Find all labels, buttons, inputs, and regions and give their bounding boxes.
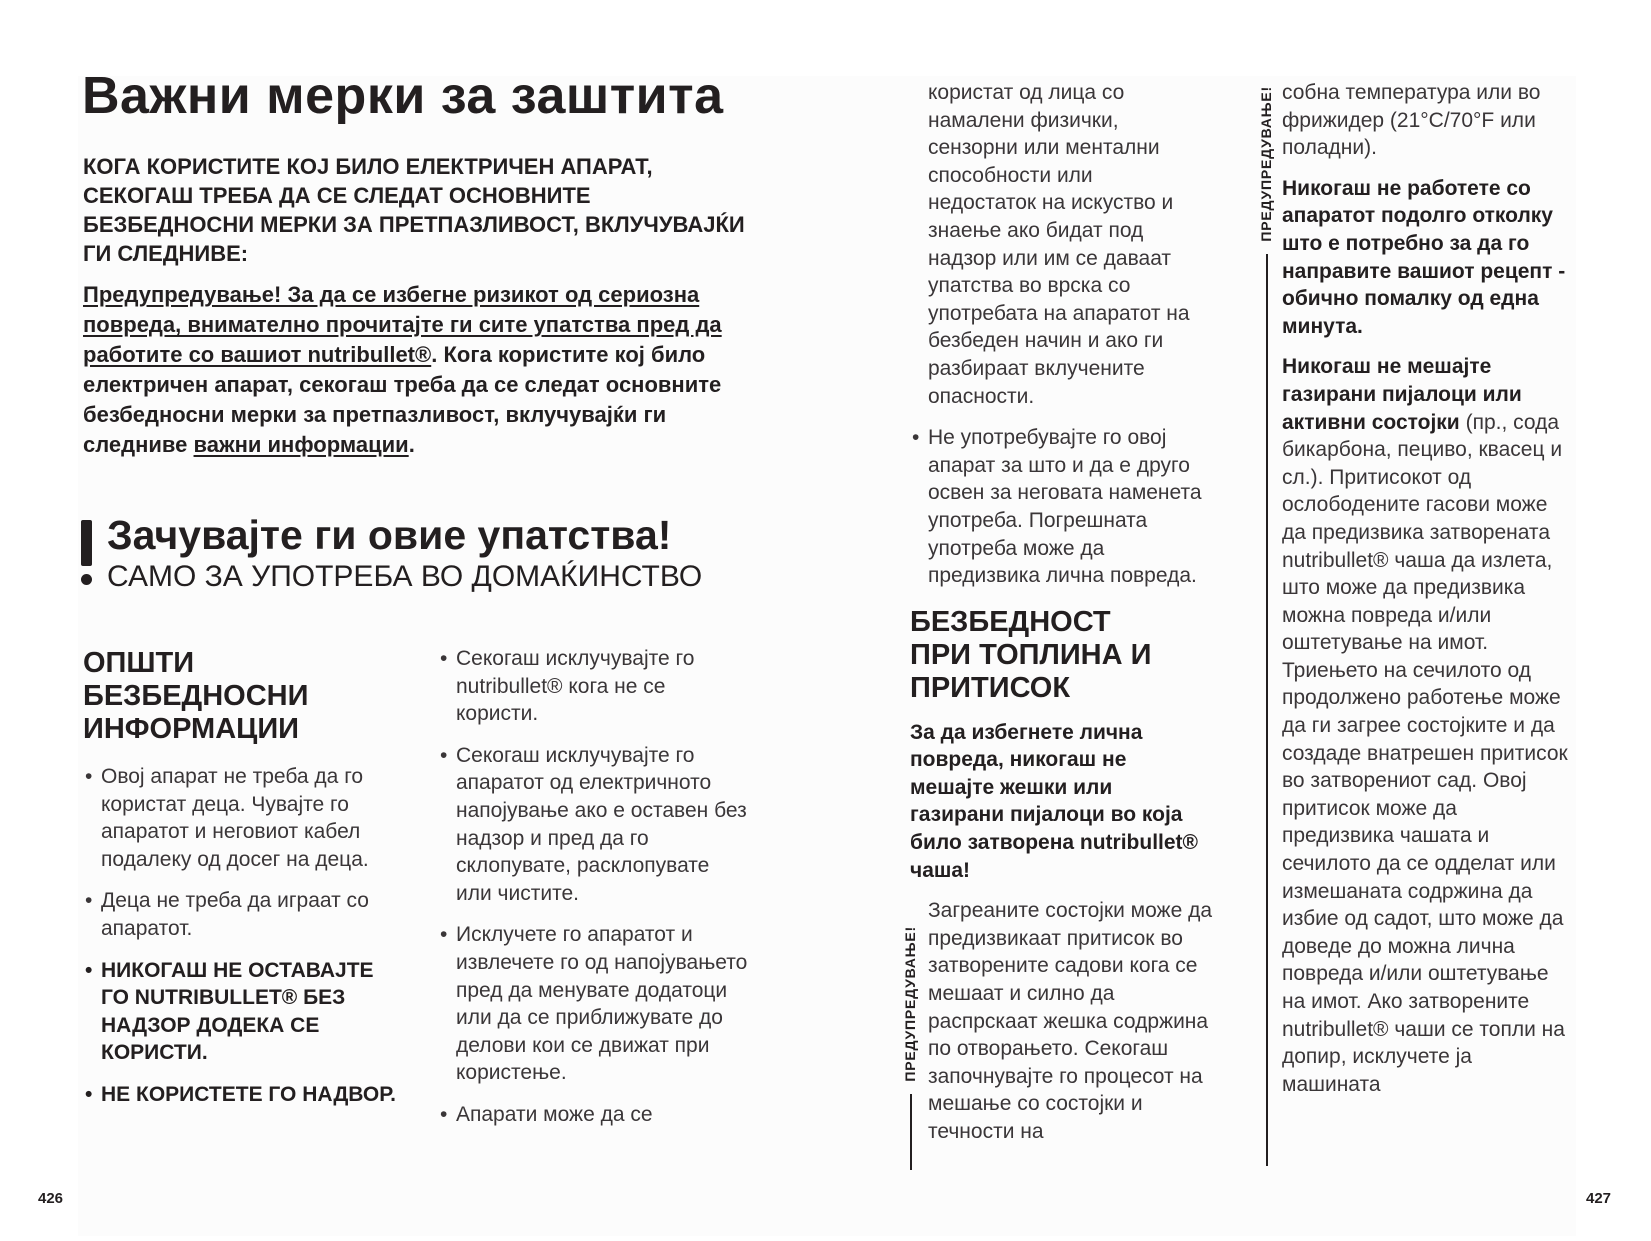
list-item: • Секогаш исклучувајте го апаратот од електричното напојување ако е оставен без надзор и пред да го склопувате, расклопувате или чистите. bbox=[438, 742, 750, 908]
warning-paragraph bbox=[83, 280, 763, 460]
run-time-warning: Никогаш не работете со апаратот подолго отколку што е потребно за да го направите вашиот рецепт - обично помалку од една минута. bbox=[1282, 176, 1566, 338]
save-instructions-banner bbox=[78, 512, 778, 592]
temperature-text: собна температура или во фрижидер (21°C/70°F или поладни). bbox=[1282, 81, 1541, 160]
heat-warning-text: Загреаните состојки може да предизвикаат притисок во затворените садови кога се мешаат и силно да распрскаат жешка содржина по отворањето. Секогаш започнувајте го процесот на мешање со состојки и течности на bbox=[928, 899, 1213, 1143]
important-info-link-text: важни информации bbox=[193, 432, 409, 457]
list-item: • Секогаш исклучувајте го nutribullet® кога не се користи. bbox=[438, 645, 750, 728]
column-3 bbox=[910, 79, 1213, 1146]
list-item: • Не употребувајте го овој апарат за што и да е друго освен за неговата наменета употреба. Погрешната употреба може да предизвика лична повреда. bbox=[910, 424, 1205, 590]
warning-underlined-text: Предупредување! За да се избегне ризикот од сериозна повреда, внимателно прочитајте ги сите упатства пред да работите со вашиот nutribullet® bbox=[83, 282, 722, 367]
intro-caps-paragraph: КОГА КОРИСТИТЕ КОЈ БИЛО ЕЛЕКТРИЧЕН АПАРАТ, СЕКОГАШ ТРЕБА ДА СЕ СЛЕДАТ ОСНОВНИТЕ БЕЗБЕДНОСНИ МЕРКИ ЗА ПРЕТПАЗЛИВОСТ, ВКЛУЧУВАЈЌИ ГИ СЛЕДНИВЕ: bbox=[83, 154, 745, 266]
heat-bold-warning: За да избегнете лична повреда, никогаш не мешајте жешки или газирани пијалоци во која било затворена nutribullet® чаша! bbox=[910, 720, 1199, 882]
warning-rule bbox=[910, 1094, 912, 1170]
save-instructions-title: Зачувајте ги овие упатства! bbox=[107, 512, 672, 558]
vertical-warning-2 bbox=[1258, 86, 1278, 1170]
list-item: • НИКОГАШ НЕ ОСТАВАЈТЕ ГО NUTRIBULLET® БЕЗ НАДЗОР ДОДЕКА СЕ КОРИСТИ. bbox=[83, 957, 403, 1067]
list-item: • Апарати може да се bbox=[438, 1101, 750, 1129]
heat-pressure-heading: БЕЗБЕДНОСТ ПРИ ТОПЛИНА И ПРИТИСОК bbox=[910, 605, 1152, 704]
warning-label: ПРЕДУПРЕДУВАЊЕ! bbox=[902, 926, 918, 1082]
general-safety-heading: ОПШТИ БЕЗБЕДНОСНИ ИНФОРМАЦИИ bbox=[83, 647, 309, 745]
col3-list bbox=[910, 424, 1205, 590]
list-item: • НЕ КОРИСТЕТЕ ГО НАДВОР. bbox=[83, 1081, 403, 1109]
vertical-warning-1 bbox=[902, 926, 922, 1171]
col2-list bbox=[438, 645, 750, 1129]
household-use-subtitle: САМО ЗА УПОТРЕБА ВО ДОМАЌИНСТВО bbox=[107, 560, 703, 593]
exclamation-icon bbox=[81, 520, 92, 566]
page-title: Важни мерки за заштита bbox=[82, 67, 724, 125]
list-item: • Исклучете го апаратот и извлечете го од напојувањето пред да менувате додатоци или да се приближувате до делови кои се движат при користење. bbox=[438, 921, 750, 1087]
column-2 bbox=[438, 645, 750, 1143]
page-number-right: 427 bbox=[1586, 1190, 1612, 1207]
warning-rule bbox=[1266, 254, 1268, 1166]
warning-period: . bbox=[431, 342, 438, 367]
page-number-left: 426 bbox=[38, 1190, 64, 1207]
column-1 bbox=[83, 647, 403, 1123]
warning-end: . bbox=[408, 432, 415, 457]
carbonated-warning bbox=[1282, 353, 1572, 1098]
continuation-paragraph: користат од лица со намалени физички, сензорни или ментални способности или недостаток на искуство и знаење ако бидат под надзор или им се даваат упатства во врска со употребата на апаратот на безбеден начин и ако ги разбираат вклучените опасности. bbox=[928, 81, 1190, 408]
column-4 bbox=[1282, 79, 1572, 1098]
carbonated-text: (пр., сода бикарбона, пециво, квасец и сл.). Притисокот од ослободените гасови може да предизвика затворената nutribullet® чаша да излета, што може да предизвика можна повреда и/или оштетување на имот. Триењето на сечилото од продолжено работење може да ги загрее состојките и да создаде внатрешен притисок во затворениот сад. Овој притисок може да предизвика чашата и сечилото да се одделат или измешаната содржина да избие од садот, што може да доведе до можна лична повреда и/или оштетување на имот. Ако затворените nutribullet® чаши се топли на допир, исклучете ја машината bbox=[1282, 410, 1568, 1096]
list-item: • Овој апарат не треба да го користат деца. Чувајте го апаратот и неговиот кабел подалеку од досег на деца. bbox=[83, 763, 403, 873]
carbonated-bold: Никогаш не мешајте газирани пијалоци или активни состојки bbox=[1282, 355, 1522, 434]
warning-body-text: Кога користите кој било електричен апарат, секогаш треба да се следат основните безбедносни мерки за претпазливост, вклучувајќи ги следниве bbox=[83, 342, 722, 457]
warning-label: ПРЕДУПРЕДУВАЊЕ! bbox=[1258, 86, 1274, 242]
list-item: • Деца не треба да играат со апаратот. bbox=[83, 887, 403, 942]
col1-list bbox=[83, 763, 403, 1109]
exclamation-dot-icon bbox=[81, 574, 92, 585]
